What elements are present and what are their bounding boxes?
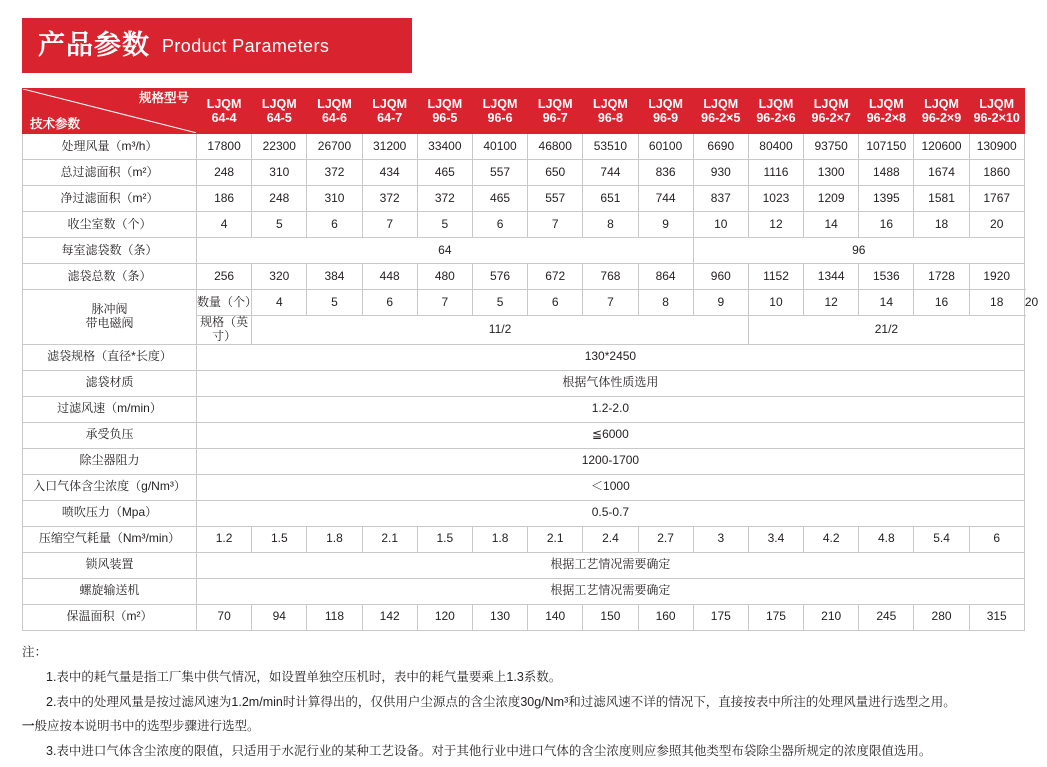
model-name-line2: 96-6 (487, 111, 513, 125)
data-cell: 1536 (859, 264, 914, 290)
data-cell: 557 (472, 160, 527, 186)
row-label: 收尘室数（个） (23, 212, 197, 238)
table-row (23, 552, 1025, 578)
data-cell: 9 (693, 290, 748, 316)
model-name-line2: 96-9 (653, 111, 679, 125)
model-name-line1: LJQM (206, 96, 242, 111)
data-cell: 7 (417, 290, 472, 316)
model-header-cell (583, 89, 638, 134)
table-row (23, 604, 1025, 630)
data-cell: 744 (583, 160, 638, 186)
model-header-cell (307, 89, 362, 134)
data-cell: 650 (528, 160, 583, 186)
data-cell: 1.2 (197, 526, 252, 552)
data-cell: 7 (528, 212, 583, 238)
model-header-cell (252, 89, 307, 134)
data-cell: 1300 (804, 160, 859, 186)
model-name-line2: 64-7 (377, 111, 403, 125)
data-cell: 118 (307, 604, 362, 630)
model-header-cell (528, 89, 583, 134)
notes-block (22, 640, 1027, 763)
data-cell: 372 (362, 186, 417, 212)
table-row (23, 212, 1025, 238)
model-name-line2: 96-2×10 (973, 111, 1020, 125)
data-cell: 210 (804, 604, 859, 630)
model-name-line1: LJQM (372, 96, 408, 111)
data-cell-merged: 64 (197, 238, 694, 264)
data-cell: 20 (969, 212, 1024, 238)
data-cell: 1581 (914, 186, 969, 212)
valve-group-label (23, 290, 197, 345)
data-cell: 7 (583, 290, 638, 316)
data-cell-merged: 11/2 (252, 316, 749, 345)
data-cell: 3.4 (748, 526, 803, 552)
data-cell-full: ≦6000 (197, 422, 1025, 448)
data-cell: 1395 (859, 186, 914, 212)
data-cell: 6 (362, 290, 417, 316)
table-row (23, 186, 1025, 212)
note-item-2 (22, 690, 1027, 714)
model-name-line2: 64-4 (211, 111, 237, 125)
model-name-line2: 96-2×7 (811, 111, 851, 125)
data-cell: 1152 (748, 264, 803, 290)
row-label: 保温面积（m²） (23, 604, 197, 630)
data-cell: 6 (969, 526, 1024, 552)
model-header-cell (638, 89, 693, 134)
data-cell: 465 (417, 160, 472, 186)
data-cell: 384 (307, 264, 362, 290)
data-cell: 434 (362, 160, 417, 186)
data-cell: 6 (472, 212, 527, 238)
row-label: 锁风装置 (23, 552, 197, 578)
data-cell: 4.2 (804, 526, 859, 552)
data-cell: 1767 (969, 186, 1024, 212)
row-label: 每室滤袋数（条） (23, 238, 197, 264)
data-cell: 310 (252, 160, 307, 186)
corner-inner (23, 89, 196, 133)
model-header-cell (859, 89, 914, 134)
banner-title-en: Product Parameters (162, 35, 330, 56)
data-cell: 22300 (252, 134, 307, 160)
data-cell: 33400 (417, 134, 472, 160)
model-header-cell (748, 89, 803, 134)
model-name-line2: 96-2×6 (756, 111, 796, 125)
data-cell: 960 (693, 264, 748, 290)
row-label: 压缩空气耗量（Nm³/min） (23, 526, 197, 552)
data-cell: 6 (528, 290, 583, 316)
data-cell: 672 (528, 264, 583, 290)
data-cell: 175 (693, 604, 748, 630)
model-header-cell (804, 89, 859, 134)
data-cell: 5 (307, 290, 362, 316)
data-cell: 12 (748, 212, 803, 238)
data-cell-full: 根据工艺情况需要确定 (197, 578, 1025, 604)
data-cell: 93750 (804, 134, 859, 160)
model-name-line1: LJQM (593, 96, 628, 111)
data-cell: 10 (693, 212, 748, 238)
row-label: 入口气体含尘浓度（g/Nm³） (23, 474, 197, 500)
notes-title: 注： (22, 645, 48, 659)
model-name-line2: 96-2×5 (701, 111, 741, 125)
note-item-3: 3.表中进口气体含尘浓度的限值，只适用于水泥行业的某种工艺设备。对于其他行业中进口气体的含尘浓度则应参照其他类型布袋除尘器所规定的浓度限值选用。 (46, 743, 932, 758)
data-cell: 186 (197, 186, 252, 212)
data-cell-full: 130*2450 (197, 344, 1025, 370)
data-cell: 1344 (804, 264, 859, 290)
data-cell: 175 (748, 604, 803, 630)
row-label: 滤袋规格（直径*长度） (23, 344, 197, 370)
data-cell: 320 (252, 264, 307, 290)
data-cell: 2.7 (638, 526, 693, 552)
data-cell: 107150 (859, 134, 914, 160)
data-cell: 7 (362, 212, 417, 238)
data-cell-full: 0.5-0.7 (197, 500, 1025, 526)
model-name-line1: LJQM (758, 96, 794, 111)
row-label: 总过滤面积（m²） (23, 160, 197, 186)
data-cell: 5 (252, 212, 307, 238)
model-name-line1: LJQM (537, 96, 573, 111)
table-row (23, 578, 1025, 604)
data-cell: 372 (417, 186, 472, 212)
model-header-cell (472, 89, 527, 134)
data-cell: 8 (583, 212, 638, 238)
data-cell: 26700 (307, 134, 362, 160)
data-cell: 150 (583, 604, 638, 630)
data-cell: 248 (252, 186, 307, 212)
data-cell: 2.4 (583, 526, 638, 552)
data-cell: 2.1 (528, 526, 583, 552)
data-cell: 1728 (914, 264, 969, 290)
data-cell: 12 (804, 290, 859, 316)
data-cell: 557 (528, 186, 583, 212)
data-cell: 6690 (693, 134, 748, 160)
row-label: 承受负压 (23, 422, 197, 448)
corner-label-model: 规格型号 (138, 91, 189, 105)
model-header-cell (417, 89, 472, 134)
banner-title-cn: 产品参数 (38, 30, 150, 60)
data-cell: 3 (693, 526, 748, 552)
data-cell: 5.4 (914, 526, 969, 552)
data-cell: 315 (969, 604, 1024, 630)
data-cell: 2.1 (362, 526, 417, 552)
data-cell: 448 (362, 264, 417, 290)
row-label: 净过滤面积（m²） (23, 186, 197, 212)
data-cell-full: 1.2-2.0 (197, 396, 1025, 422)
table-row (23, 134, 1025, 160)
data-cell: 5 (417, 212, 472, 238)
data-cell: 160 (638, 604, 693, 630)
data-cell: 8 (638, 290, 693, 316)
valve-group-label-line1: 脉冲阀 (91, 302, 128, 316)
model-name-line2: 64-6 (321, 111, 347, 125)
data-cell: 1023 (748, 186, 803, 212)
corner-label-tech: 技术参数 (30, 116, 81, 131)
table-row (23, 448, 1025, 474)
model-name-line2: 96-7 (542, 111, 568, 125)
table-corner-header (23, 89, 197, 134)
model-name-line2: 64-5 (266, 111, 292, 125)
data-cell: 120 (417, 604, 472, 630)
table-row (23, 238, 1025, 264)
data-cell: 1920 (969, 264, 1024, 290)
data-cell-full: ＜1000 (197, 474, 1025, 500)
data-cell: 120600 (914, 134, 969, 160)
model-name-line1: LJQM (427, 96, 463, 111)
model-name-line1: LJQM (979, 96, 1015, 111)
data-cell: 6 (307, 212, 362, 238)
data-cell: 14 (859, 290, 914, 316)
model-name-line2: 96-2×8 (866, 111, 906, 125)
row-label: 喷吹压力（Mpa） (23, 500, 197, 526)
data-cell-merged: 96 (693, 238, 1024, 264)
data-cell: 40100 (472, 134, 527, 160)
data-cell: 18 (914, 212, 969, 238)
data-cell: 53510 (583, 134, 638, 160)
data-cell: 14 (804, 212, 859, 238)
model-name-line1: LJQM (703, 96, 739, 111)
data-cell: 864 (638, 264, 693, 290)
data-cell: 5 (472, 290, 527, 316)
data-cell: 1209 (804, 186, 859, 212)
note-item-2-text: 2.表中的处理风量是按过滤风速为1.2m/min时计算得出的，仅供用户尘源点的含尘浓度30g/Nm³和过滤风速不详的情况下，直接按表中所注的处理风量进行选型之用。 (46, 694, 956, 709)
data-cell: 1.5 (252, 526, 307, 552)
model-name-line1: LJQM (648, 96, 683, 111)
row-label: 滤袋材质 (23, 370, 197, 396)
data-cell: 1116 (748, 160, 803, 186)
table-row (23, 160, 1025, 186)
model-name-line2: 96-8 (597, 111, 623, 125)
data-cell: 248 (197, 160, 252, 186)
note-item-2b: 一般应按本说明书中的选型步骤进行选型。 (22, 719, 260, 734)
data-cell: 80400 (748, 134, 803, 160)
spec-table-wrapper (22, 88, 1039, 631)
valve-sub-label: 规格（英寸） (197, 316, 252, 345)
data-cell: 930 (693, 160, 748, 186)
data-cell: 142 (362, 604, 417, 630)
data-cell: 17800 (197, 134, 252, 160)
row-label: 除尘器阻力 (23, 448, 197, 474)
data-cell: 245 (859, 604, 914, 630)
model-header-cell (197, 89, 252, 134)
data-cell: 4 (252, 290, 307, 316)
data-cell: 280 (914, 604, 969, 630)
model-name-line1: LJQM (482, 96, 518, 111)
data-cell-full: 根据工艺情况需要确定 (197, 552, 1025, 578)
table-row (23, 422, 1025, 448)
data-cell: 1674 (914, 160, 969, 186)
data-cell-merged: 21/2 (748, 316, 1024, 345)
row-label: 螺旋输送机 (23, 578, 197, 604)
data-cell: 140 (528, 604, 583, 630)
model-name-line2: 96-5 (432, 111, 458, 125)
data-cell: 744 (638, 186, 693, 212)
model-name-line1: LJQM (317, 96, 352, 111)
data-cell: 256 (197, 264, 252, 290)
row-label: 处理风量（m³/h） (23, 134, 197, 160)
model-name-line1: LJQM (813, 96, 849, 111)
model-header-cell (969, 89, 1024, 134)
data-cell: 1.8 (472, 526, 527, 552)
data-cell: 4 (197, 212, 252, 238)
data-cell: 4.8 (859, 526, 914, 552)
note-item-2b-text: 般应按本说明书中的选型步骤进行选型。 (34, 719, 260, 734)
data-cell: 310 (307, 186, 362, 212)
table-row (23, 500, 1025, 526)
data-cell: 60100 (638, 134, 693, 160)
data-cell: 1488 (859, 160, 914, 186)
data-cell: 46800 (528, 134, 583, 160)
table-row (23, 370, 1025, 396)
model-name-line1: LJQM (261, 96, 297, 111)
table-row (23, 474, 1025, 500)
data-cell: 18 (969, 290, 1024, 316)
table-row (23, 264, 1025, 290)
data-cell: 465 (472, 186, 527, 212)
data-cell: 372 (307, 160, 362, 186)
valve-group-label-line2: 带电磁阀 (85, 315, 134, 330)
model-name-line1: LJQM (924, 96, 959, 111)
table-row (23, 290, 1025, 316)
spec-table-header-row (23, 89, 1025, 134)
valve-sub-label: 数量（个） (197, 290, 252, 316)
data-cell: 70 (197, 604, 252, 630)
row-label: 过滤风速（m/min） (23, 396, 197, 422)
spec-table (22, 88, 1039, 631)
row-label: 滤袋总数（条） (23, 264, 197, 290)
model-header-cell (693, 89, 748, 134)
model-header-cell (362, 89, 417, 134)
data-cell: 16 (859, 212, 914, 238)
data-cell: 651 (583, 186, 638, 212)
data-cell: 16 (914, 290, 969, 316)
data-cell: 130 (472, 604, 527, 630)
data-cell-full: 根据气体性质选用 (197, 370, 1025, 396)
table-row (23, 526, 1025, 552)
model-name-line2: 96-2×9 (921, 111, 962, 125)
table-row (23, 344, 1025, 370)
data-cell: 1860 (969, 160, 1024, 186)
note-item-1: 1.表中的耗气量是指工厂集中供气情况，如设置单独空压机时，表中的耗气量要乘上1.3系数。 (46, 670, 562, 685)
data-cell: 31200 (362, 134, 417, 160)
data-cell: 94 (252, 604, 307, 630)
data-cell: 130900 (969, 134, 1024, 160)
data-cell: 576 (472, 264, 527, 290)
data-cell: 9 (638, 212, 693, 238)
data-cell: 768 (583, 264, 638, 290)
table-row (23, 396, 1025, 422)
data-cell: 1.5 (417, 526, 472, 552)
data-cell: 836 (638, 160, 693, 186)
model-name-line1: LJQM (868, 96, 904, 111)
model-header-cell (914, 89, 969, 134)
data-cell: 10 (748, 290, 803, 316)
data-cell: 1.8 (307, 526, 362, 552)
data-cell-full: 1200-1700 (197, 448, 1025, 474)
data-cell: 837 (693, 186, 748, 212)
data-cell: 480 (417, 264, 472, 290)
page-banner (22, 18, 412, 73)
